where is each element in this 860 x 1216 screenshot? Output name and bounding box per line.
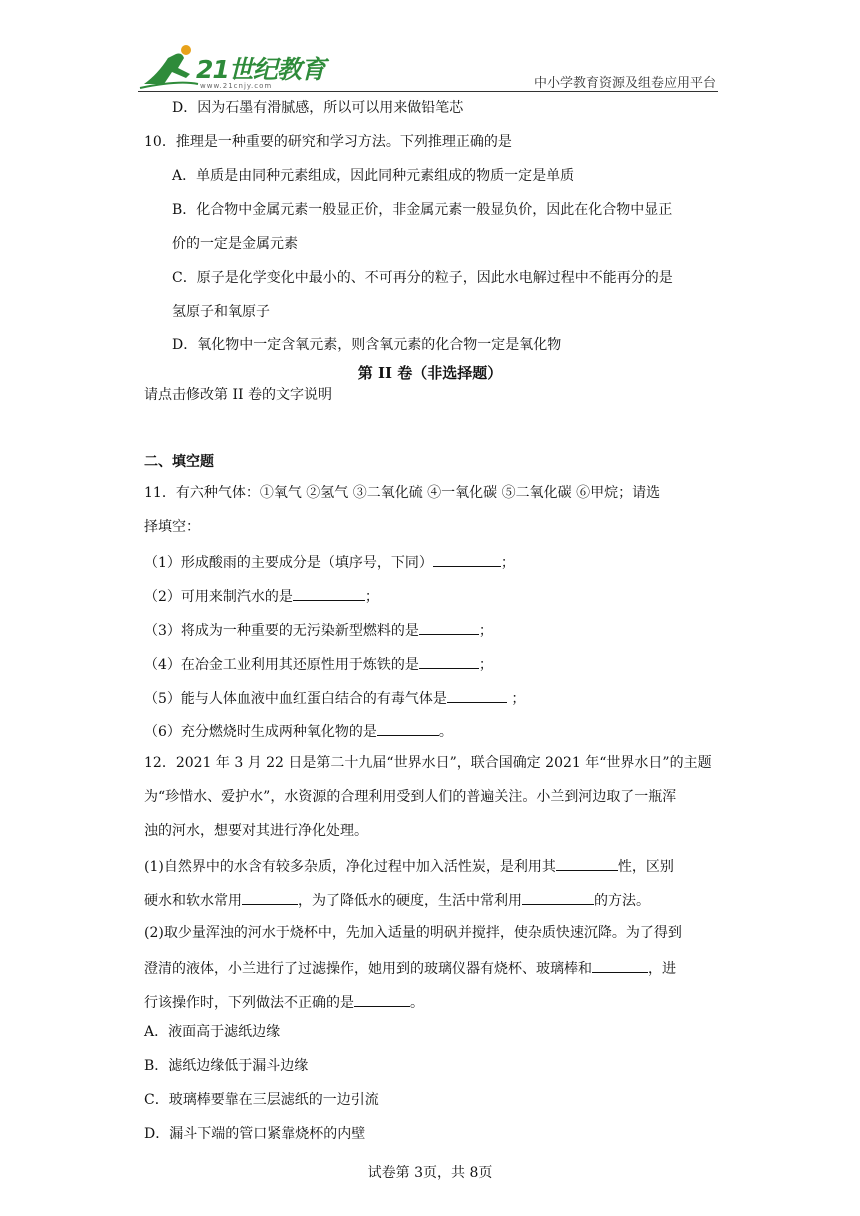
q11-sub3-end: ；	[478, 623, 493, 639]
q11-sub5	[144, 687, 525, 709]
q11-sub2-text: （2）可用来制汽水的是	[144, 589, 293, 605]
q11-sub4-blank[interactable]	[419, 653, 479, 669]
q12-p1-blank1[interactable]	[556, 855, 618, 871]
section-heading: 二、填空题	[144, 454, 214, 470]
q12-p1-text-c: 硬水和软水常用	[144, 893, 242, 909]
q12-part2-line3	[144, 991, 424, 1013]
q12-part2-line1: (2)取少量浑浊的河水于烧杯中，先加入适量的明矾并搅拌，使杂质快速沉降。为了得到	[144, 925, 682, 941]
q10-option-c-line1: C．原子是化学变化中最小的、不可再分的粒子，因此水电解过程中不能再分的是	[172, 270, 673, 286]
q11-sub1	[144, 551, 515, 573]
q12-p2-text-d: 。	[410, 995, 424, 1011]
q12-option-c: C．玻璃棒要靠在三层滤纸的一边引流	[144, 1092, 379, 1108]
q10-option-c-line2: 氢原子和氧原子	[172, 304, 270, 320]
q12-p2-text-b: ，进	[648, 961, 676, 977]
logo-url-text: www.21cnjy.com	[200, 82, 273, 90]
q11-sub1-text: （1）形成酸雨的主要成分是（填序号，下同）	[144, 555, 433, 571]
q11-sub3	[144, 619, 493, 641]
q12-part1-line2	[144, 889, 650, 911]
q11-sub6-blank[interactable]	[377, 720, 439, 736]
q12-option-b: B．滤纸边缘低于漏斗边缘	[144, 1058, 309, 1074]
q12-stem-line2: 为“珍惜水、爱护水”，水资源的合理利用受到人们的普遍关注。小兰到河边取了一瓶浑	[144, 789, 677, 805]
q11-sub5-end: ；	[506, 691, 526, 707]
q12-p1-text-a: (1)自然界中的水含有较多杂质，净化过程中加入活性炭，是利用其	[144, 859, 556, 875]
q11-sub2-blank[interactable]	[293, 585, 365, 601]
q12-stem-line3: 浊的河水，想要对其进行净化处理。	[144, 823, 368, 839]
q11-sub4-end: ；	[478, 657, 493, 673]
part2-title: 第 II 卷（非选择题）	[357, 364, 503, 382]
q12-option-d: D．漏斗下端的管口紧靠烧杯的内壁	[144, 1126, 366, 1142]
q12-p1-text-d: ，为了降低水的硬度，生活中常利用	[298, 893, 522, 909]
q11-sub6-end: 。	[438, 724, 453, 740]
header-divider	[138, 91, 718, 92]
q11-sub4-text: （4）在冶金工业利用其还原性用于炼铁的是	[144, 657, 419, 673]
q11-stem-line2: 择填空：	[144, 519, 200, 535]
q10-option-a: A．单质是由同种元素组成，因此同种元素组成的物质一定是单质	[172, 168, 575, 184]
q12-p1-blank3[interactable]	[522, 889, 594, 905]
q9-option-d: D．因为石墨有滑腻感，所以可以用来做铅笔芯	[172, 100, 464, 116]
q12-p2-text-a: 澄清的液体，小兰进行了过滤操作，她用到的玻璃仪器有烧杯、玻璃棒和	[144, 961, 592, 977]
q11-sub2-end: ；	[364, 589, 379, 605]
q11-sub4	[144, 653, 493, 675]
site-tagline: 中小学教育资源及组卷应用平台	[533, 76, 716, 91]
page-number: 试卷第 3页，共 8页	[367, 1165, 493, 1181]
q11-sub5-text: （5）能与人体血液中血红蛋白结合的有毒气体是	[144, 691, 447, 707]
q10-option-b-line1: B．化合物中金属元素一般显正价，非金属元素一般显负价，因此在化合物中显正	[172, 202, 673, 218]
q10-stem: 10．推理是一种重要的研究和学习方法。下列推理正确的是	[144, 134, 512, 150]
q12-p1-text-b: 性，区别	[617, 859, 674, 875]
q11-sub3-blank[interactable]	[419, 619, 479, 635]
q11-sub3-text: （3）将成为一种重要的无污染新型燃料的是	[144, 623, 419, 639]
q11-stem-line1: 11．有六种气体：①氧气 ②氢气 ③二氧化硫 ④一氧化碳 ⑤二氧化碳 ⑥甲烷；请选	[144, 485, 661, 501]
q12-p1-text-e: 的方法。	[594, 893, 650, 909]
q12-p2-text-c: 行该操作时，下列做法不正确的是	[144, 995, 354, 1011]
q12-part2-line2	[144, 957, 676, 979]
q11-sub2	[144, 585, 379, 607]
q10-option-b-line2: 价的一定是金属元素	[172, 236, 298, 252]
q12-stem-line1: 12．2021 年 3 月 22 日是第二十九届“世界水日”，联合国确定 2021 年“世界水日”的主题	[144, 755, 712, 771]
q12-p2-blank1[interactable]	[592, 957, 648, 973]
q11-sub6-text: （6）充分燃烧时生成两种氧化物的是	[144, 724, 377, 740]
q10-option-d: D．氧化物中一定含氧元素，则含氧元素的化合物一定是氧化物	[172, 337, 562, 353]
logo-text: 21世纪教育	[196, 55, 325, 84]
page-header	[0, 0, 860, 96]
q12-p2-blank2[interactable]	[354, 991, 410, 1007]
q12-option-a: A．液面高于滤纸边缘	[144, 1024, 281, 1040]
q12-p1-blank2[interactable]	[242, 889, 298, 905]
q12-part1-line1	[144, 855, 674, 877]
part2-note: 请点击修改第 II 卷的文字说明	[144, 387, 332, 403]
q11-sub1-blank[interactable]	[433, 551, 501, 567]
q11-sub6	[144, 720, 453, 742]
q11-sub1-end: ；	[500, 555, 515, 571]
q11-sub5-blank[interactable]	[447, 687, 507, 703]
